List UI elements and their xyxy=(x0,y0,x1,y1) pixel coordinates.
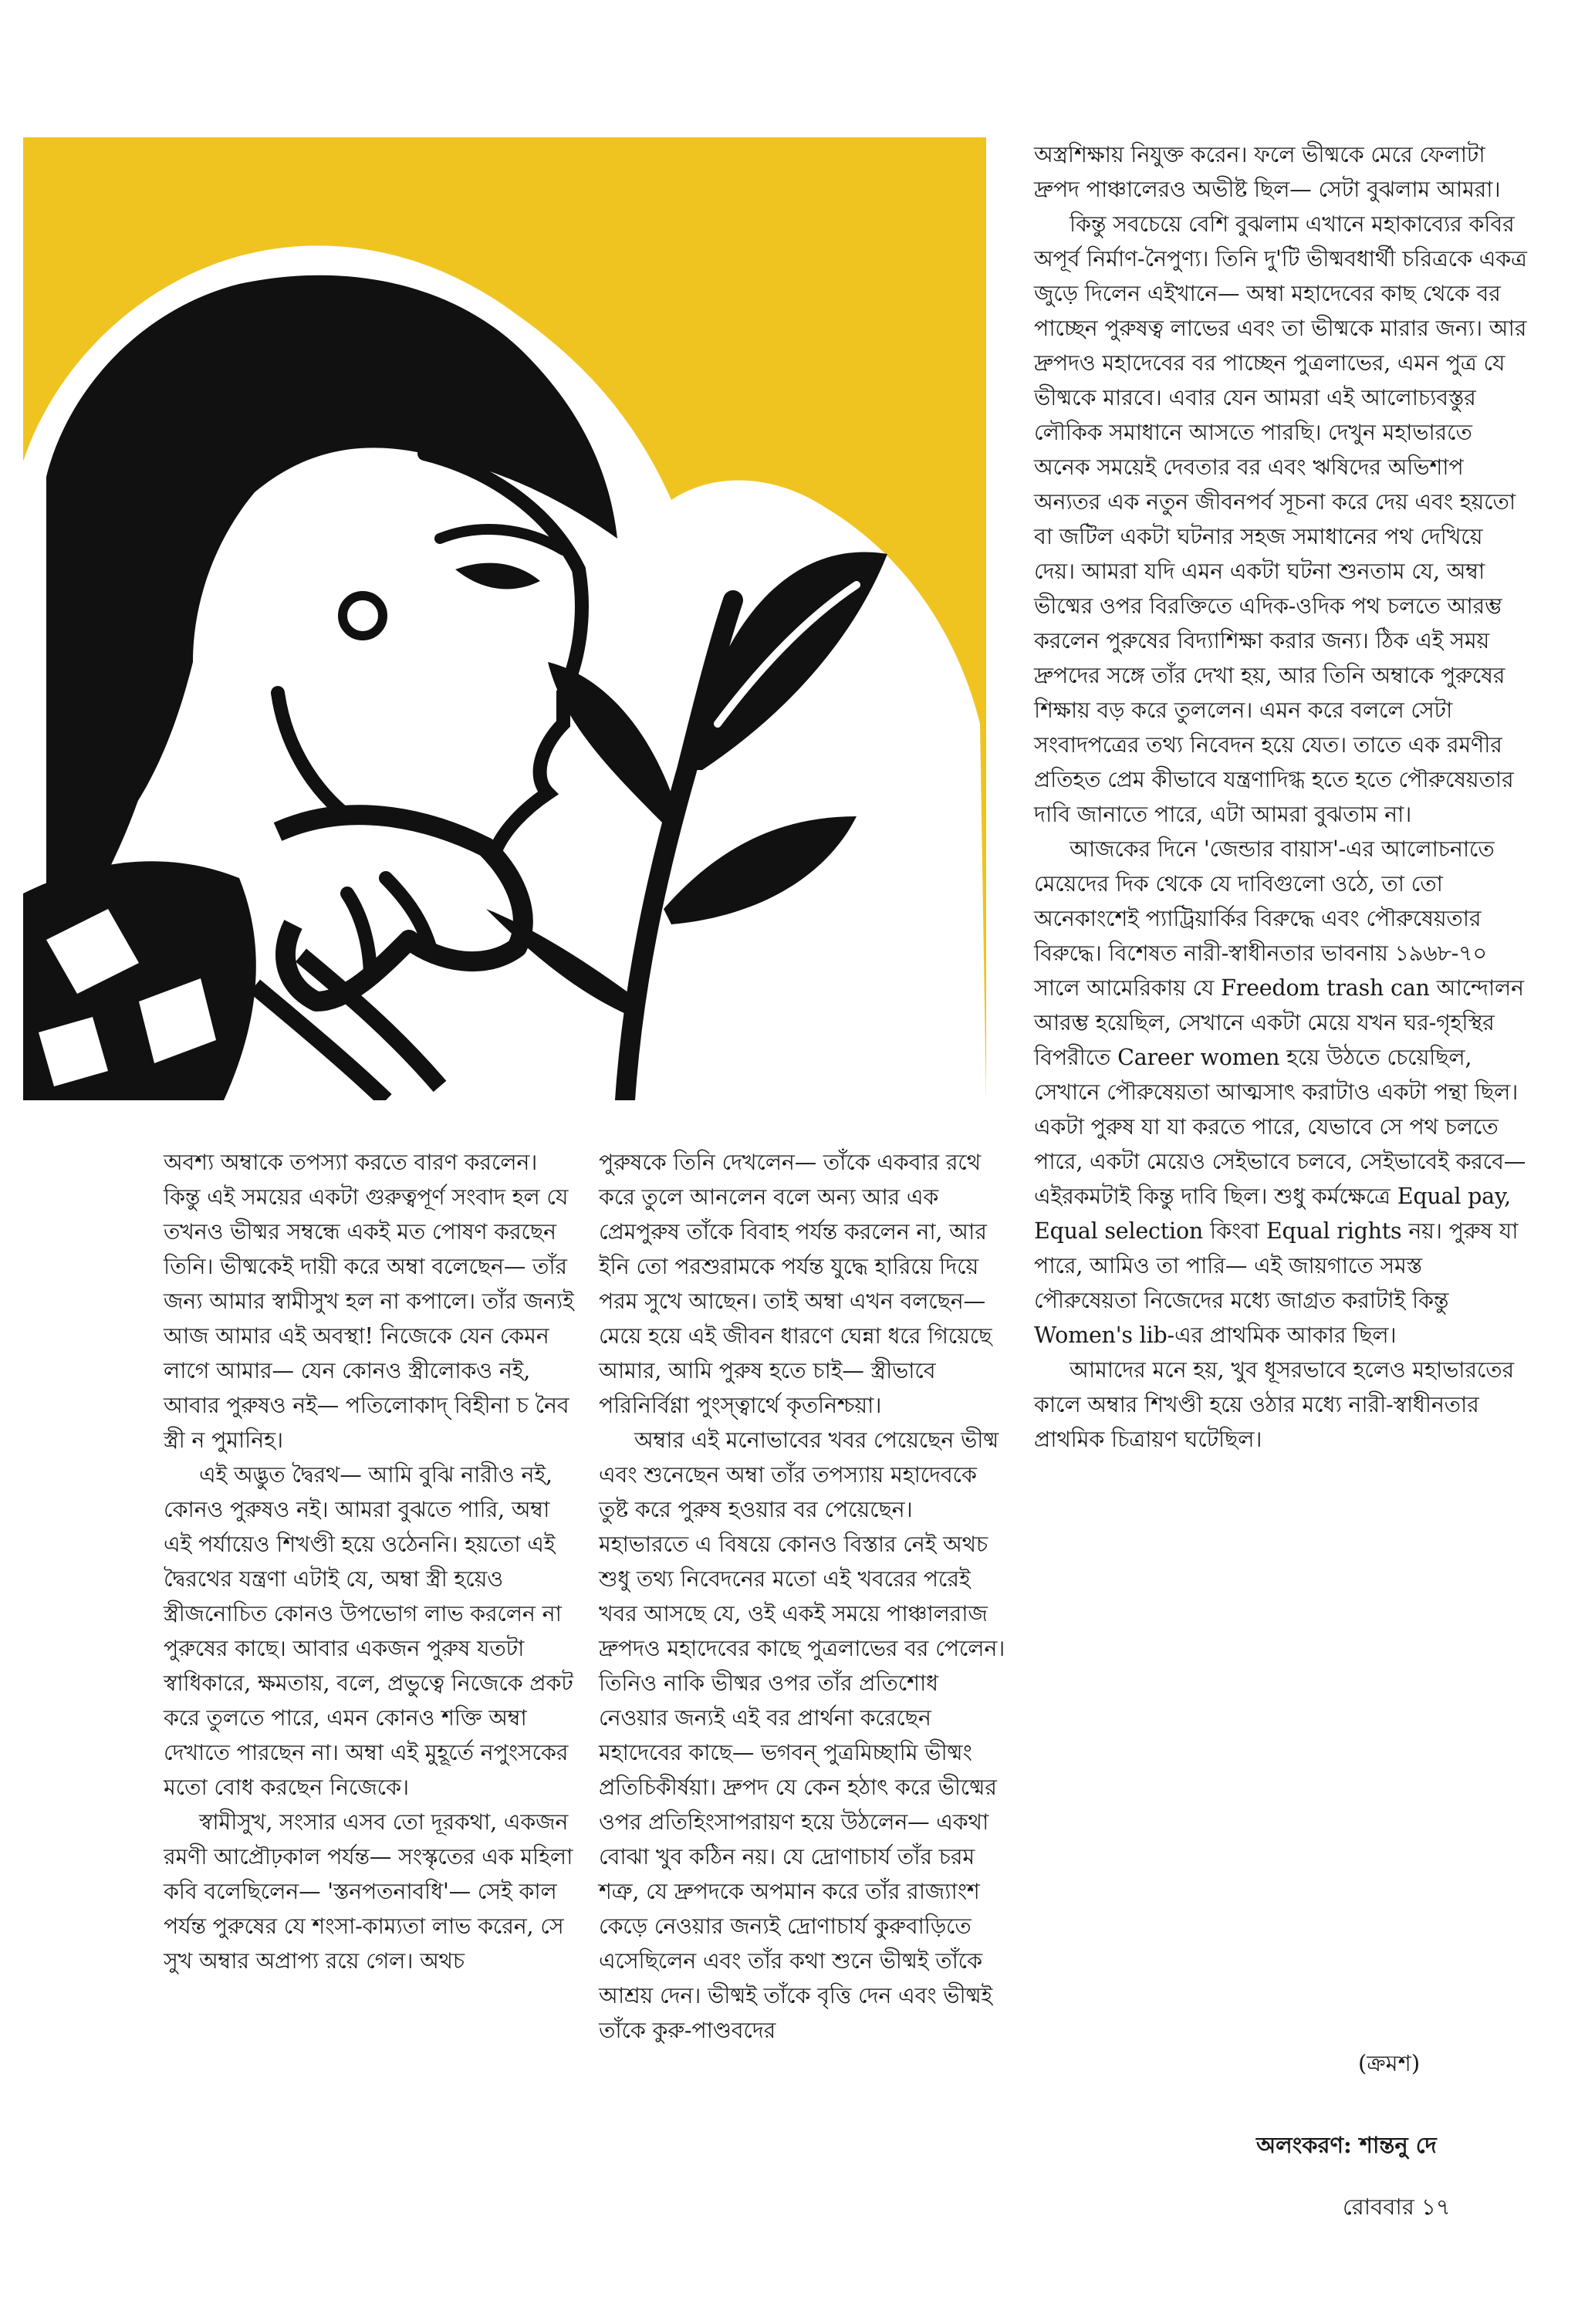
illustration xyxy=(23,137,986,1100)
paragraph: অবশ্য অম্বাকে তপস্যা করতে বারণ করলেন। কিন্তু এই সময়ের একটা গুরুত্বপূর্ণ সংবাদ হল যে তখনও ভীষ্মর সম্বন্ধে একই মত পোষণ করছেন তিনি। ভীষ্মকেই দায়ী করে অম্বা বলেছেন— তাঁর জন্য আমার স্বামীসুখ হল না কপালে। তাঁর জন্যই আজ আমার এই অবস্থা! নিজেকে যেন কেমন লাগে আমার— যেন কোনও স্ত্রীলোকও নই, আবার পুরুষও নই— পতিলোকাদ্ বিহীনা চ নৈব স্ত্রী ন পুমানিহ। xyxy=(164,1150,574,1453)
illustration-credit: অলংকরণ: শান্তনু দে xyxy=(1256,2132,1437,2158)
article-column-right xyxy=(1034,137,1528,1457)
paragraph: অম্বার এই মনোভাবের খবর পেয়েছেন ভীষ্ম এবং শুনেছেন অম্বা তাঁর তপস্যায় মহাদেবকে তুষ্ট করে পুরুষ হওয়ার বর পেয়েছেন। মহাভারতে এ বিষয়ে কোনও বিস্তার নেই অথচ শুধু তথ্য নিবেদনের মতো এই খবরের পরেই খবর আসছে যে, ওই একই সময়ে পাঞ্চালরাজ দ্রুপদও মহাদেবের কাছে পুত্রলাভের বর পেলেন। তিনিও নাকি ভীষ্মর ওপর তাঁর প্রতিশোধ নেওয়ার জন্যই এই বর প্রার্থনা করেছেন মহাদেবের কাছে— ভগবন্ পুত্রমিচ্ছামি ভীষ্মং প্রতিচিকীর্ষয়া। দ্রুপদ যে কেন হঠাৎ করে ভীষ্মের ওপর প্রতিহিংসাপরায়ণ হয়ে উঠলেন— একথা বোঝা খুব কঠিন নয়। যে দ্রোণাচার্য তাঁর চরম শত্রু, যে দ্রুপদকে অপমান করে তাঁর রাজ্যাংশ কেড়ে নেওয়ার জন্যই দ্রোণাচার্য কুরুবাড়িতে এসেছিলেন এবং তাঁর কথা শুনে ভীষ্মই তাঁকে আশ্রয় দেন। ভীষ্মই তাঁকে বৃত্তি দেন এবং ভীষ্মই তাঁকে কুরু-পাণ্ডবদের xyxy=(599,1427,1005,2043)
article-column-left xyxy=(164,1145,574,1978)
paragraph: এই অদ্ভুত দ্বৈরথ— আমি বুঝি নারীও নই, কোনও পুরুষও নই। আমরা বুঝতে পারি, অম্বা এই পর্যায়েও শিখণ্ডী হয়ে ওঠেননি। হয়তো এই দ্বৈরথের যন্ত্রণা এটাই যে, অম্বা স্ত্রী হয়েও স্ত্রীজনোচিত কোনও উপভোগ লাভ করলেন না পুরুষের কাছে। আবার একজন পুরুষ যতটা স্বাধিকারে, ক্ষমতায়, বলে, প্রভুত্বে নিজেকে প্রকট করে তুলতে পারে, এমন কোনও শক্তি অম্বা দেখাতে পারছেন না। অম্বা এই মুহূর্তে নপুংসকের মতো বোধ করছেন নিজেকে। xyxy=(164,1462,573,1800)
series-continuation-note: (ক্রমশ) xyxy=(1358,2050,1421,2076)
paragraph: অস্ত্রশিক্ষায় নিযুক্ত করেন। ফলে ভীষ্মকে মেরে ফেলাটা দ্রুপদ পাঞ্চালেরও অভীষ্ট ছিল— সেটা বুঝলাম আমরা। xyxy=(1034,142,1501,202)
paragraph: আজকের দিনে 'জেন্ডার বায়াস'-এর আলোচনাতে মেয়েদের দিক থেকে যে দাবিগুলো ওঠে, তা তো অনেকাংশেই প্যাট্রিয়ার্কির বিরুদ্ধে এবং পৌরুষেয়তার বিরুদ্ধে। বিশেষত নারী-স্বাধীনতার ভাবনায় ১৯৬৮-৭০ সালে আমেরিকায় যে Freedom trash can আন্দোলন আরম্ভ হয়েছিল, সেখানে একটা মেয়ে যখন ঘর-গৃহস্থির বিপরীতে Career women হয়ে উঠতে চেয়েছিল, সেখানে পৌরুষেয়তা আত্মসাৎ করাটাও একটা পন্থা ছিল। একটা পুরুষ যা যা করতে পারে, যেভাবে সে পথ চলতে পারে, একটা মেয়েও সেইভাবে চলবে, সেইভাবেই করবে— এইরকমটাই কিন্তু দাবি ছিল। শুধু কর্মক্ষেত্রে Equal pay, Equal selection কিংবা Equal rights নয়। পুরুষ যা পারে, আমিও তা পারি— এই জায়গাতে সমস্ত পৌরুষেয়তা নিজেদের মধ্যে জাগ্রত করাটাই কিন্তু Women's lib-এর প্রাথমিক আকার ছিল। xyxy=(1034,836,1526,1348)
page-folio: রোববার ১৭ xyxy=(1343,2194,1451,2220)
paragraph: পুরুষকে তিনি দেখলেন— তাঁকে একবার রথে করে তুলে আনলেন বলে অন্য আর এক প্রেমপুরুষ তাঁকে বিবাহ পর্যন্ত করলেন না, আর ইনি তো পরশুরামকে পর্যন্ত যুদ্ধে হারিয়ে দিয়ে পরম সুখে আছেন। তাই অম্বা এখন বলছেন— মেয়ে হয়ে এই জীবন ধারণে ঘেন্না ধরে গিয়েছে আমার, আমি পুরুষ হতে চাই— স্ত্রীভাবে পরিনির্বিণ্ণা পুংস্ত্বার্থে কৃতনিশ্চয়া। xyxy=(599,1150,992,1418)
article-column-middle xyxy=(599,1145,1008,2048)
paragraph: কিন্তু সবচেয়ে বেশি বুঝলাম এখানে মহাকাব্যের কবির অপূর্ব নির্মাণ-নৈপুণ্য। তিনি দু'টি ভীষ্মবধার্থী চরিত্রকে একত্র জুড়ে দিলেন এইখানে— অম্বা মহাদেবের কাছ থেকে বর পাচ্ছেন পুরুষত্ব লাভের এবং তা ভীষ্মকে মারার জন্য। আর দ্রুপদও মহাদেবের বর পাচ্ছেন পুত্রলাভের, এমন পুত্র যে ভীষ্মকে মারবে। এবার যেন আমরা এই আলোচ্যবস্তুর লৌকিক সমাধানে আসতে পারছি। দেখুন মহাভারতে অনেক সময়েই দেবতার বর এবং ঋষিদের অভিশাপ অন্যতর এক নতুন জীবনপর্ব সূচনা করে দেয় এবং হয়তো বা জটিল একটা ঘটনার সহজ সমাধানের পথ দেখিয়ে দেয়। আমরা যদি এমন একটা ঘটনা শুনতাম যে, অম্বা ভীষ্মের ওপর বিরক্তিতে এদিক-ওদিক পথ চলতে আরম্ভ করলেন পুরুষের বিদ্যাশিক্ষা করার জন্য। ঠিক এই সময় দ্রুপদের সঙ্গে তাঁর দেখা হয়, আর তিনি অম্বাকে পুরুষের শিক্ষায় বড় করে তুললেন। এমন করে বললে সেটা সংবাদপত্রের তথ্য নিবেদন হয়ে যেত। তাতে এক রমণীর প্রতিহত প্রেম কীভাবে যন্ত্রণাদিগ্ধ হতে হতে পৌরুষেয়তার দাবি জানাতে পারে, এটা আমরা বুঝতাম না। xyxy=(1034,211,1527,827)
paragraph: স্বামীসুখ, সংসার এসব তো দূরকথা, একজন রমণী আপ্রৌঢ়কাল পর্যন্ত— সংস্কৃতের এক মহিলা কবি বলেছিলেন— 'স্তনপতনাবধি'— সেই কাল পর্যন্ত পুরুষের যে শংসা-কাম্যতা লাভ করেন, সে সুখ অম্বার অপ্রাপ্য রয়ে গেল। অথচ xyxy=(164,1809,573,1974)
paragraph: আমাদের মনে হয়, খুব ধূসরভাবে হলেও মহাভারতের কালে অম্বার শিখণ্ডী হয়ে ওঠার মধ্যে নারী-স্বাধীনতার প্রাথমিক চিত্রায়ণ ঘটেছিল। xyxy=(1034,1357,1514,1452)
